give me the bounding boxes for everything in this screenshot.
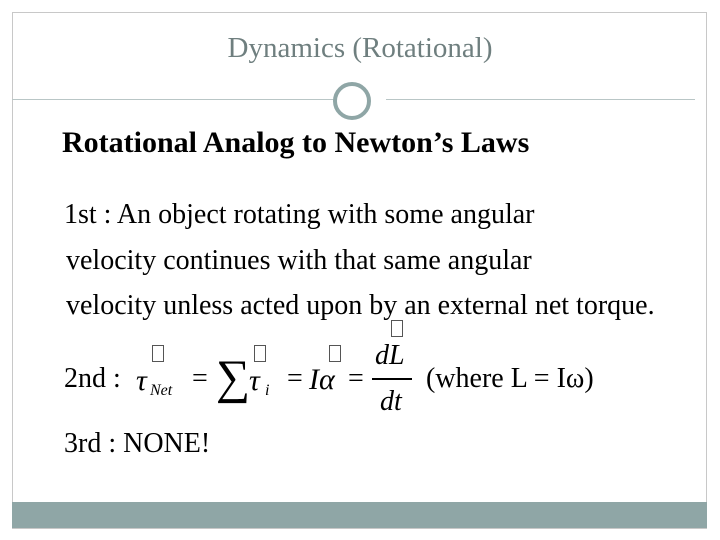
divider-circle-ornament	[333, 82, 371, 120]
dt-denominator: dt	[380, 386, 402, 417]
vector-glyph-placeholder-1	[152, 345, 164, 362]
second-law-label: 2nd :	[64, 363, 121, 394]
equals-sign-3: =	[348, 363, 364, 394]
footer-bar	[12, 502, 707, 528]
vector-glyph-placeholder-4	[391, 320, 403, 337]
tau-i-symbol: τ	[249, 364, 260, 397]
vector-glyph-placeholder-3	[329, 345, 341, 362]
dL-numerator: dL	[375, 340, 405, 371]
first-law-line-1: 1st : An object rotating with some angular	[64, 199, 535, 230]
tau-net-symbol: τ	[136, 364, 147, 397]
vector-glyph-placeholder-2	[254, 345, 266, 362]
third-law-line: 3rd : NONE!	[64, 428, 211, 459]
title-divider-left	[12, 99, 342, 100]
first-law-line-2: velocity continues with that same angular	[66, 245, 532, 276]
equals-sign-2: =	[287, 363, 303, 394]
first-law-line-3: velocity unless acted upon by an external net torque.	[66, 290, 655, 321]
equals-sign-1: =	[192, 363, 208, 394]
where-clause: (where L = Iω)	[426, 363, 594, 394]
net-subscript: Net	[150, 382, 173, 399]
slide-title: Dynamics (Rotational)	[227, 32, 493, 64]
slide-heading: Rotational Analog to Newton’s Laws	[62, 126, 530, 159]
i-alpha-term: Iα	[309, 363, 335, 396]
fraction-bar	[372, 378, 412, 380]
sigma-symbol: ∑	[216, 351, 251, 404]
title-divider-right	[386, 99, 695, 100]
i-subscript: i	[265, 382, 270, 399]
